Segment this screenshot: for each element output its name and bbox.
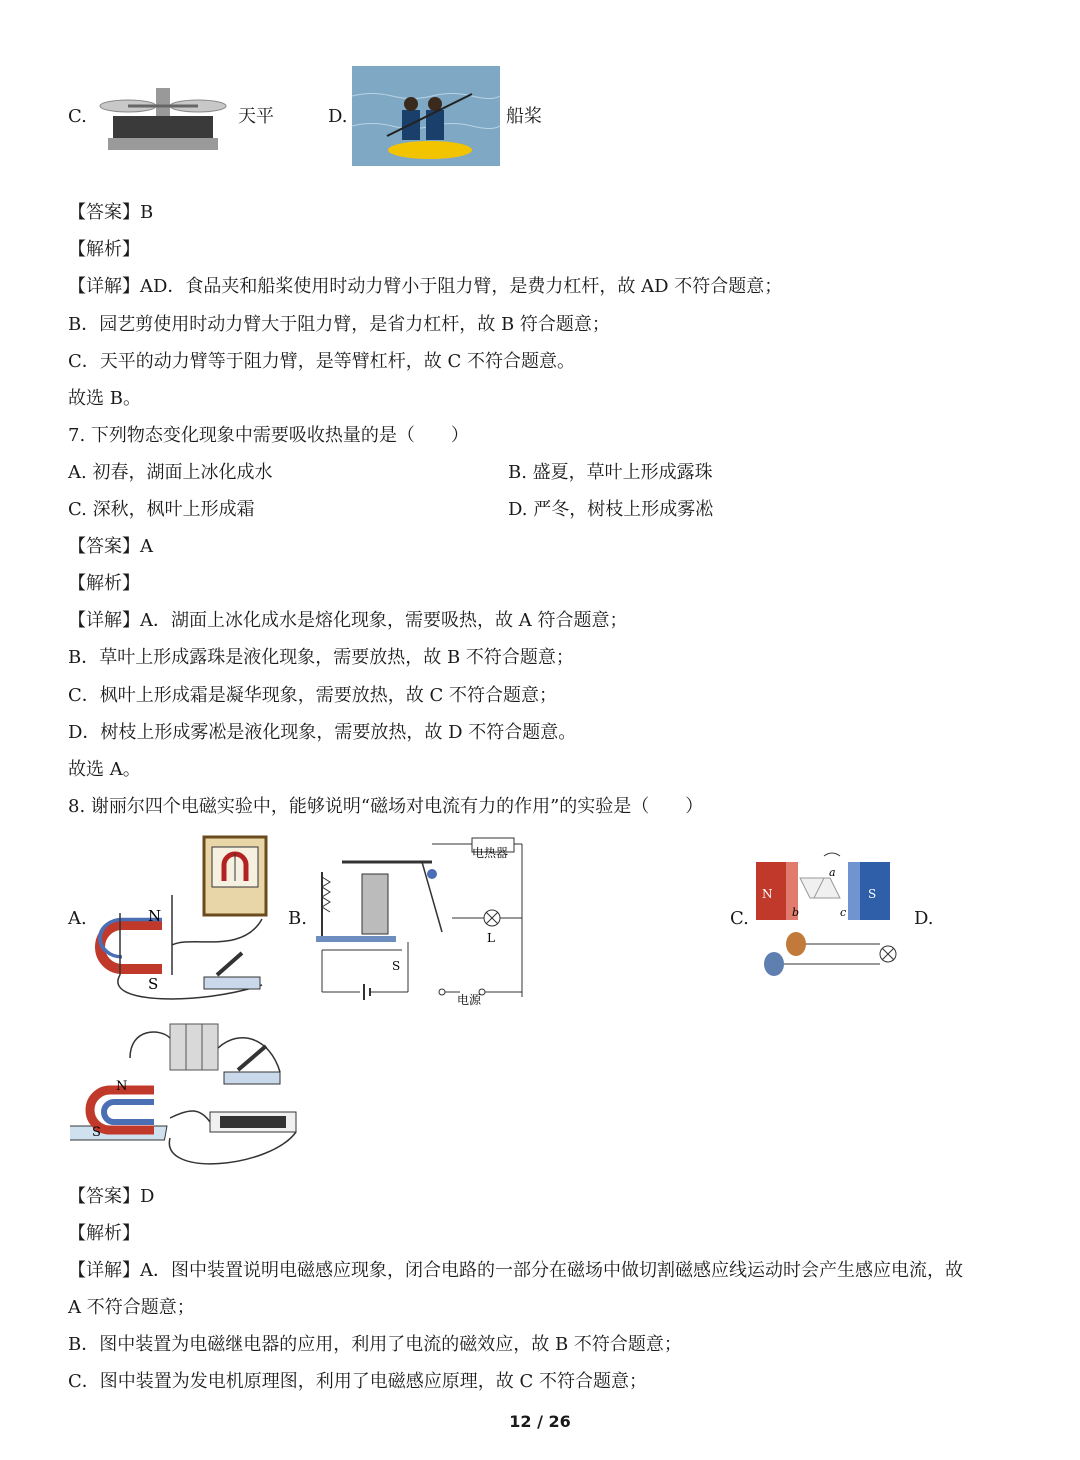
fig-b-l-label: L — [487, 931, 495, 945]
option-d-caption: 船桨 — [506, 106, 542, 127]
q7-option-b: B. 盛夏，草叶上形成露珠 — [508, 462, 713, 483]
q7-detail-line: 【详解】A．湖面上冰化成水是熔化现象，需要吸热，故 A 符合题意； — [68, 610, 628, 631]
q7-detail-line: 故选 A。 — [68, 759, 141, 780]
q7-analysis-heading: 【解析】 — [68, 573, 140, 594]
fig-b-s-label: S — [392, 959, 401, 973]
q8-figure-a-induction — [92, 835, 272, 1000]
q7-option-a: A. 初春，湖面上冰化成水 — [68, 462, 273, 483]
option-d-label: D. — [328, 106, 348, 127]
q8-analysis-heading: 【解析】 — [68, 1223, 140, 1244]
fig-c-c-label: c — [840, 906, 847, 919]
q8-stem: 8. 谢丽尔四个电磁实验中，能够说明“磁场对电流有力的作用”的实验是（ ） — [68, 796, 704, 817]
balance-scale-image — [98, 80, 228, 155]
q6-analysis-heading: 【解析】 — [68, 239, 140, 260]
q7-option-c: C. 深秋，枫叶上形成霜 — [68, 499, 255, 520]
fig-b-heater-label: 电热器 — [472, 846, 509, 860]
fig-d-s-label: S — [92, 1125, 101, 1140]
q8-figure-c-generator — [752, 848, 902, 980]
q8-figure-d-motor — [70, 1018, 302, 1173]
q6-detail-line: B．园艺剪使用时动力臂大于阻力臂，是省力杠杆，故 B 符合题意； — [68, 314, 610, 335]
q8-option-c-label: C. — [730, 908, 749, 929]
q8-answer: 【答案】D — [68, 1186, 155, 1207]
fig-c-n-label: N — [762, 887, 773, 901]
fig-c-s-label: S — [868, 887, 877, 901]
page-number: 12 / 26 — [509, 1412, 571, 1431]
q6-detail-line: 故选 B。 — [68, 388, 141, 409]
q7-stem: 7. 下列物态变化现象中需要吸收热量的是（ ） — [68, 425, 469, 446]
kayak-photo — [352, 66, 500, 166]
q6-answer: 【答案】B — [68, 202, 154, 223]
fig-a-s-label: S — [148, 975, 159, 993]
option-c-label: C. — [68, 106, 87, 127]
q8-detail-line: 【详解】A．图中装置说明电磁感应现象，闭合电路的一部分在磁场中做切割磁感应线运动时会产生感应电流，故 — [68, 1260, 963, 1281]
fig-b-power-label: 电源 — [457, 993, 482, 1007]
q6-detail-line: C．天平的动力臂等于阻力臂，是等臂杠杆，故 C 不符合题意。 — [68, 351, 575, 372]
q7-detail-line: D．树枝上形成雾凇是液化现象，需要放热，故 D 不符合题意。 — [68, 722, 577, 743]
q7-option-d: D. 严冬，树枝上形成雾凇 — [508, 499, 714, 520]
q8-option-b-label: B. — [288, 908, 307, 929]
q8-detail-line: A 不符合题意； — [68, 1297, 195, 1318]
q7-answer: 【答案】A — [68, 536, 153, 557]
fig-c-a-label: a — [829, 866, 836, 879]
option-c-caption: 天平 — [238, 106, 274, 127]
q8-figure-b-relay — [312, 832, 527, 1007]
fig-a-n-label: N — [148, 907, 162, 925]
q7-detail-line: C．枫叶上形成霜是凝华现象，需要放热，故 C 不符合题意； — [68, 685, 557, 706]
q8-detail-line: C．图中装置为发电机原理图，利用了电磁感应原理，故 C 不符合题意； — [68, 1371, 647, 1392]
q8-option-a-label: A. — [68, 908, 87, 929]
fig-d-n-label: N — [116, 1079, 128, 1094]
q8-option-d-label: D. — [914, 908, 934, 929]
q6-detail-line: 【详解】AD．食品夹和船桨使用时动力臂小于阻力臂，是费力杠杆，故 AD 不符合题意； — [68, 276, 783, 297]
fig-c-b-label: b — [792, 906, 800, 919]
q8-detail-line: B．图中装置为电磁继电器的应用，利用了电流的磁效应，故 B 不符合题意； — [68, 1334, 682, 1355]
q7-detail-line: B．草叶上形成露珠是液化现象，需要放热，故 B 不符合题意； — [68, 647, 574, 668]
